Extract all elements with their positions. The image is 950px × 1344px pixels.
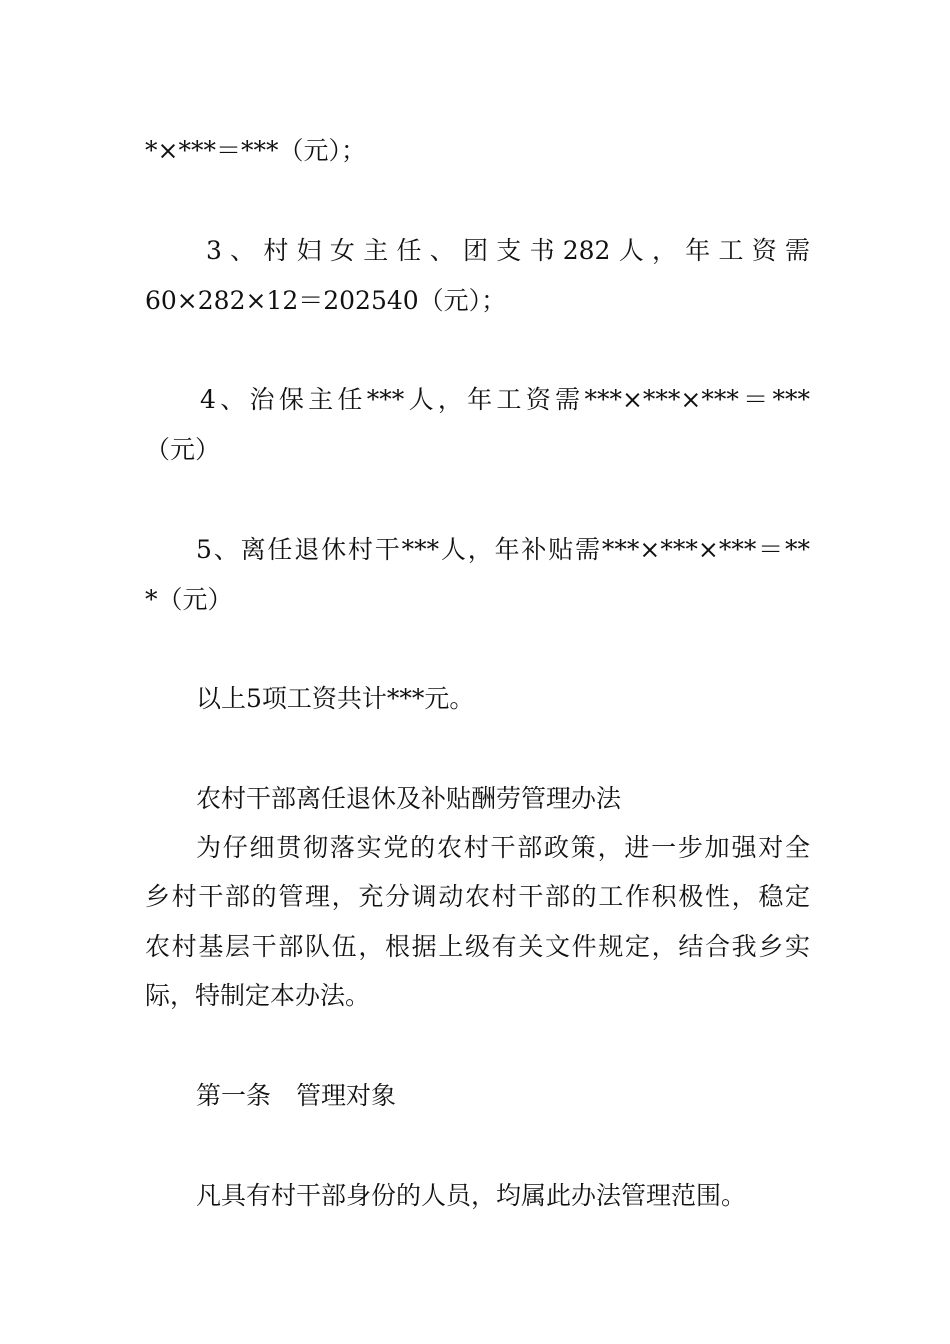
text-line: 4、治保主任***人，年工资需***×***×***＝***	[200, 385, 810, 414]
text-line: 为仔细贯彻落实党的农村干部政策，进一步加强对全	[196, 833, 810, 862]
article-heading: 第一条 管理对象	[196, 1081, 397, 1110]
text-line: *×***＝***（元）；	[145, 136, 366, 165]
section-heading: 农村干部离任退休及补贴酬劳管理办法	[196, 784, 622, 813]
text-line: 5、离任退休村干***人，年补贴需***×***×***＝**	[196, 535, 810, 564]
text-line: 以上5项工资共计***元。	[196, 684, 475, 713]
text-line: 际，特制定本办法。	[145, 981, 371, 1010]
text-line: *（元）	[145, 585, 233, 614]
text-line: （元）	[145, 435, 221, 464]
text-line: 农村基层干部队伍，根据上级有关文件规定，结合我乡实	[145, 932, 810, 961]
text-line: 凡具有村干部身份的人员，均属此办法管理范围。	[196, 1181, 747, 1210]
text-line: 60×282×12＝202540（元）；	[145, 286, 507, 315]
text-line: 3、村妇女主任、团支书282人，年工资需	[206, 236, 810, 265]
text-line: 乡村干部的管理，充分调动农村干部的工作积极性，稳定	[145, 882, 810, 911]
